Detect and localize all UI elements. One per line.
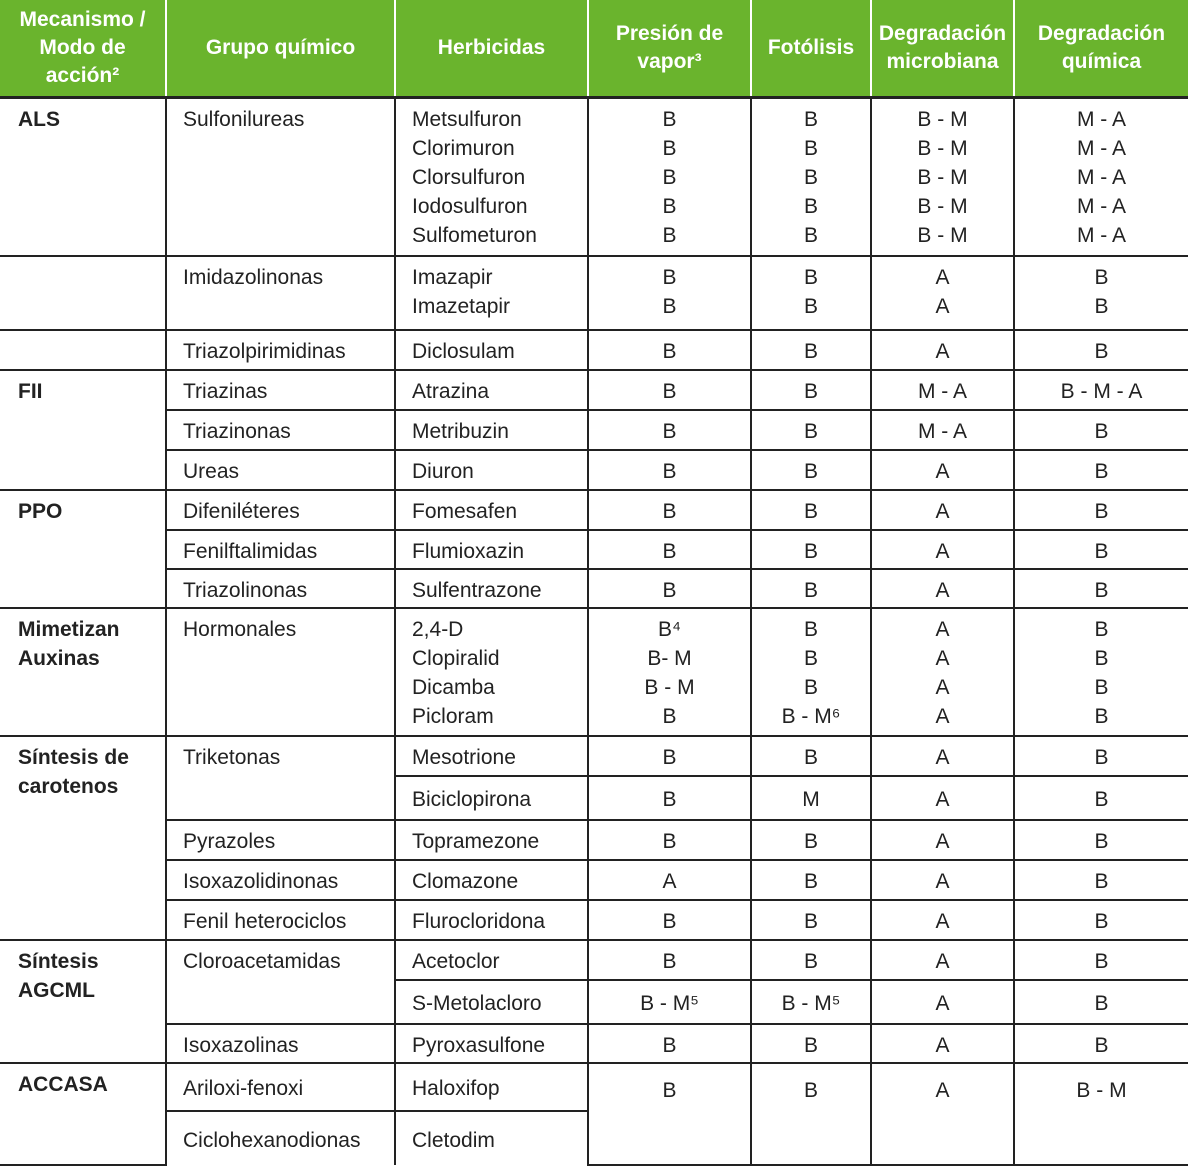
table-row bbox=[0, 860, 1188, 900]
chemical-cell: B bbox=[1014, 900, 1188, 940]
vapor-value: B - M bbox=[644, 675, 695, 699]
group-cell: Ariloxi-fenoxi bbox=[166, 1063, 395, 1111]
vapor-cell: B bbox=[588, 900, 751, 940]
photolysis-cell: B bbox=[751, 569, 871, 608]
group-cell: Fenilftalimidas bbox=[166, 530, 395, 569]
vapor-cell: B bbox=[588, 1024, 751, 1063]
vapor-cell: B bbox=[588, 410, 751, 450]
table-row bbox=[0, 820, 1188, 860]
herbicide-name: 2,4-D bbox=[412, 617, 464, 641]
microbial-cell bbox=[871, 256, 1014, 330]
microbial-value: A bbox=[935, 704, 950, 728]
herbicide-cell bbox=[395, 608, 588, 736]
herbicide-cell: Atrazina bbox=[395, 370, 588, 410]
photolysis-cell: M bbox=[751, 776, 871, 820]
microbial-value: B - M bbox=[917, 137, 968, 160]
microbial-cell: A bbox=[871, 530, 1014, 569]
table-row bbox=[0, 410, 1188, 450]
table-row bbox=[0, 1063, 1188, 1111]
header-row bbox=[0, 0, 1188, 98]
chemical-cell: B bbox=[1014, 490, 1188, 530]
photolysis-value: B bbox=[803, 646, 818, 670]
header-chemical-degradation: Degradación química bbox=[1014, 0, 1188, 98]
photolysis-cell bbox=[751, 98, 871, 256]
table-row bbox=[0, 1024, 1188, 1063]
microbial-value: B - M bbox=[917, 108, 968, 131]
herbicide-name: Clopiralid bbox=[412, 646, 500, 670]
chemical-cell: B bbox=[1014, 530, 1188, 569]
herbicide-name: Picloram bbox=[412, 704, 494, 728]
header-microbial-degradation: Degradación microbiana bbox=[871, 0, 1014, 98]
group-cell: Isoxazolinas bbox=[166, 1024, 395, 1063]
vapor-cell: B bbox=[588, 940, 751, 980]
herbicide-name: Dicamba bbox=[412, 675, 495, 699]
mechanism-cell: Síntesis AGCML bbox=[0, 940, 166, 1063]
chemical-cell bbox=[1014, 608, 1188, 736]
vapor-cell bbox=[588, 98, 751, 256]
chemical-cell: B bbox=[1014, 450, 1188, 490]
microbial-cell: M - A bbox=[871, 410, 1014, 450]
chemical-cell: B bbox=[1014, 1024, 1188, 1063]
mechanism-cell: ALS bbox=[0, 98, 166, 256]
group-cell: Difeniléteres bbox=[166, 490, 395, 530]
group-cell: Imidazolinonas bbox=[166, 256, 395, 330]
photolysis-cell: B bbox=[751, 736, 871, 776]
vapor-value: B bbox=[662, 704, 677, 728]
herbicide-cell: Haloxifop bbox=[395, 1063, 588, 1111]
herbicide-cell bbox=[395, 98, 588, 256]
chemical-value: B bbox=[1094, 704, 1109, 728]
table-row bbox=[0, 490, 1188, 530]
microbial-cell bbox=[871, 98, 1014, 256]
table-row bbox=[0, 256, 1188, 330]
group-cell: Ciclohexanodionas bbox=[166, 1111, 395, 1165]
mechanism-cell: Mimetizan Auxinas bbox=[0, 608, 166, 736]
vapor-value: B bbox=[662, 294, 677, 318]
chemical-cell: B bbox=[1014, 410, 1188, 450]
chemical-cell: B bbox=[1014, 776, 1188, 820]
photolysis-value: B bbox=[803, 166, 818, 189]
chemical-cell: B bbox=[1014, 820, 1188, 860]
herbicide-name: Imazapir bbox=[412, 265, 493, 289]
group-cell: Isoxazolidinonas bbox=[166, 860, 395, 900]
photolysis-cell: B bbox=[751, 450, 871, 490]
mechanism-cell: Síntesis de carotenos bbox=[0, 736, 166, 940]
microbial-cell: A bbox=[871, 820, 1014, 860]
microbial-value: A bbox=[935, 675, 950, 699]
vapor-cell: A bbox=[588, 860, 751, 900]
vapor-cell: B bbox=[588, 569, 751, 608]
chemical-value: B bbox=[1094, 675, 1109, 699]
photolysis-value: B - M⁶ bbox=[781, 704, 841, 728]
microbial-cell: A bbox=[871, 450, 1014, 490]
vapor-cell: B bbox=[588, 1063, 751, 1165]
photolysis-cell: B bbox=[751, 410, 871, 450]
herbicide-cell: Pyroxasulfone bbox=[395, 1024, 588, 1063]
vapor-cell: B bbox=[588, 490, 751, 530]
table-row bbox=[0, 608, 1188, 736]
chemical-cell: B - M bbox=[1014, 1063, 1188, 1165]
group-cell: Fenil heterociclos bbox=[166, 900, 395, 940]
microbial-cell bbox=[871, 608, 1014, 736]
chemical-value: M - A bbox=[1076, 166, 1126, 189]
group-cell: Sulfonilureas bbox=[166, 98, 395, 256]
vapor-value: B bbox=[662, 195, 677, 218]
herbicide-name: Iodosulfuron bbox=[412, 195, 528, 218]
vapor-cell: B bbox=[588, 820, 751, 860]
vapor-value: B bbox=[662, 265, 677, 289]
herbicide-cell: Diuron bbox=[395, 450, 588, 490]
herbicide-cell: Cletodim bbox=[395, 1111, 588, 1165]
herbicide-name: Clorsulfuron bbox=[412, 166, 526, 189]
vapor-cell: B bbox=[588, 370, 751, 410]
photolysis-value: B bbox=[803, 224, 818, 247]
chemical-cell: B bbox=[1014, 980, 1188, 1024]
header-chemical-group: Grupo químico bbox=[166, 0, 395, 98]
photolysis-cell: B bbox=[751, 940, 871, 980]
group-cell: Ureas bbox=[166, 450, 395, 490]
photolysis-value: B bbox=[803, 195, 818, 218]
photolysis-cell: B bbox=[751, 1024, 871, 1063]
group-cell: Hormonales bbox=[166, 608, 395, 736]
chemical-cell: B - M - A bbox=[1014, 370, 1188, 410]
vapor-cell bbox=[588, 608, 751, 736]
microbial-cell: A bbox=[871, 1024, 1014, 1063]
photolysis-value: B bbox=[803, 137, 818, 160]
herbicide-cell: Flurocloridona bbox=[395, 900, 588, 940]
photolysis-cell: B bbox=[751, 900, 871, 940]
table-row bbox=[0, 450, 1188, 490]
chemical-value: M - A bbox=[1076, 108, 1126, 131]
herbicide-cell: Fomesafen bbox=[395, 490, 588, 530]
chemical-cell bbox=[1014, 98, 1188, 256]
photolysis-cell: B bbox=[751, 370, 871, 410]
microbial-value: B - M bbox=[917, 195, 968, 218]
vapor-value: B bbox=[662, 166, 677, 189]
vapor-cell: B bbox=[588, 530, 751, 569]
table-row bbox=[0, 940, 1188, 980]
microbial-cell: A bbox=[871, 940, 1014, 980]
vapor-cell: B bbox=[588, 330, 751, 370]
vapor-value: B bbox=[662, 108, 677, 131]
microbial-cell: A bbox=[871, 490, 1014, 530]
vapor-cell: B bbox=[588, 736, 751, 776]
photolysis-value: B bbox=[803, 265, 818, 289]
microbial-value: A bbox=[935, 617, 950, 641]
microbial-cell: A bbox=[871, 860, 1014, 900]
group-cell: Cloroacetamidas bbox=[166, 940, 395, 1024]
herbicide-cell: Acetoclor bbox=[395, 940, 588, 980]
vapor-cell: B bbox=[588, 450, 751, 490]
table-row bbox=[0, 569, 1188, 608]
photolysis-cell bbox=[751, 608, 871, 736]
group-cell: Triazinonas bbox=[166, 410, 395, 450]
photolysis-cell: B bbox=[751, 820, 871, 860]
vapor-cell: B bbox=[588, 776, 751, 820]
photolysis-cell: B bbox=[751, 1063, 871, 1165]
group-cell: Triazolpirimidinas bbox=[166, 330, 395, 370]
header-vapor-pressure: Presión de vapor³ bbox=[588, 0, 751, 98]
chemical-value: M - A bbox=[1076, 195, 1126, 218]
microbial-cell: A bbox=[871, 569, 1014, 608]
header-photolysis: Fotólisis bbox=[751, 0, 871, 98]
microbial-value: B - M bbox=[917, 166, 968, 189]
chemical-cell: B bbox=[1014, 940, 1188, 980]
group-cell: Pyrazoles bbox=[166, 820, 395, 860]
photolysis-cell: B bbox=[751, 490, 871, 530]
group-cell: Triazinas bbox=[166, 370, 395, 410]
microbial-cell: A bbox=[871, 900, 1014, 940]
photolysis-value: B bbox=[803, 675, 818, 699]
herbicide-name: Metsulfuron bbox=[412, 108, 522, 131]
herbicide-cell: Diclosulam bbox=[395, 330, 588, 370]
vapor-value: B- M bbox=[647, 646, 692, 670]
herbicide-cell: Metribuzin bbox=[395, 410, 588, 450]
herbicide-cell: Clomazone bbox=[395, 860, 588, 900]
vapor-value: B⁴ bbox=[657, 617, 682, 641]
photolysis-cell: B - M⁵ bbox=[751, 980, 871, 1024]
herbicide-cell: Topramezone bbox=[395, 820, 588, 860]
mechanism-cell: ACCASA bbox=[0, 1063, 166, 1165]
photolysis-cell bbox=[751, 256, 871, 330]
table-row bbox=[0, 330, 1188, 370]
vapor-cell bbox=[588, 256, 751, 330]
photolysis-value: B bbox=[803, 617, 818, 641]
table-row bbox=[0, 736, 1188, 776]
microbial-cell: A bbox=[871, 980, 1014, 1024]
herbicide-name: Imazetapir bbox=[412, 294, 511, 318]
table-row bbox=[0, 370, 1188, 410]
chemical-cell: B bbox=[1014, 330, 1188, 370]
chemical-value: M - A bbox=[1076, 224, 1126, 247]
vapor-cell: B - M⁵ bbox=[588, 980, 751, 1024]
herbicide-cell: S-Metolacloro bbox=[395, 980, 588, 1024]
herbicide-name: Clorimuron bbox=[412, 137, 515, 160]
chemical-value: B bbox=[1094, 617, 1109, 641]
microbial-value: A bbox=[935, 646, 950, 670]
herbicide-cell: Sulfentrazone bbox=[395, 569, 588, 608]
vapor-value: B bbox=[662, 137, 677, 160]
microbial-value: A bbox=[935, 265, 950, 289]
chemical-value: B bbox=[1094, 294, 1109, 318]
microbial-cell: A bbox=[871, 776, 1014, 820]
table-row bbox=[0, 98, 1188, 256]
herbicide-name: Sulfometuron bbox=[412, 224, 537, 247]
chemical-cell bbox=[1014, 256, 1188, 330]
chemical-cell: B bbox=[1014, 736, 1188, 776]
herbicide-cell: Biciclopirona bbox=[395, 776, 588, 820]
mechanism-cell bbox=[0, 330, 166, 370]
microbial-value: B - M bbox=[917, 224, 968, 247]
table-row bbox=[0, 900, 1188, 940]
microbial-cell: A bbox=[871, 1063, 1014, 1165]
table-row bbox=[0, 530, 1188, 569]
microbial-value: A bbox=[935, 294, 950, 318]
mechanism-cell: FII bbox=[0, 370, 166, 490]
chemical-cell: B bbox=[1014, 860, 1188, 900]
microbial-cell: A bbox=[871, 330, 1014, 370]
header-mechanism: Mecanismo / Modo de acción² bbox=[0, 0, 166, 98]
group-cell: Triketonas bbox=[166, 736, 395, 820]
photolysis-value: B bbox=[803, 108, 818, 131]
vapor-value: B bbox=[662, 224, 677, 247]
photolysis-cell: B bbox=[751, 530, 871, 569]
microbial-cell: M - A bbox=[871, 370, 1014, 410]
chemical-cell: B bbox=[1014, 569, 1188, 608]
mechanism-cell bbox=[0, 256, 166, 330]
header-herbicides: Herbicidas bbox=[395, 0, 588, 98]
herbicide-cell: Flumioxazin bbox=[395, 530, 588, 569]
chemical-value: B bbox=[1094, 265, 1109, 289]
photolysis-cell: B bbox=[751, 860, 871, 900]
herbicide-cell: Mesotrione bbox=[395, 736, 588, 776]
mechanism-cell: PPO bbox=[0, 490, 166, 608]
chemical-value: B bbox=[1094, 646, 1109, 670]
microbial-cell: A bbox=[871, 736, 1014, 776]
photolysis-value: B bbox=[803, 294, 818, 318]
chemical-value: M - A bbox=[1076, 137, 1126, 160]
photolysis-cell: B bbox=[751, 330, 871, 370]
group-cell: Triazolinonas bbox=[166, 569, 395, 608]
herbicide-cell bbox=[395, 256, 588, 330]
